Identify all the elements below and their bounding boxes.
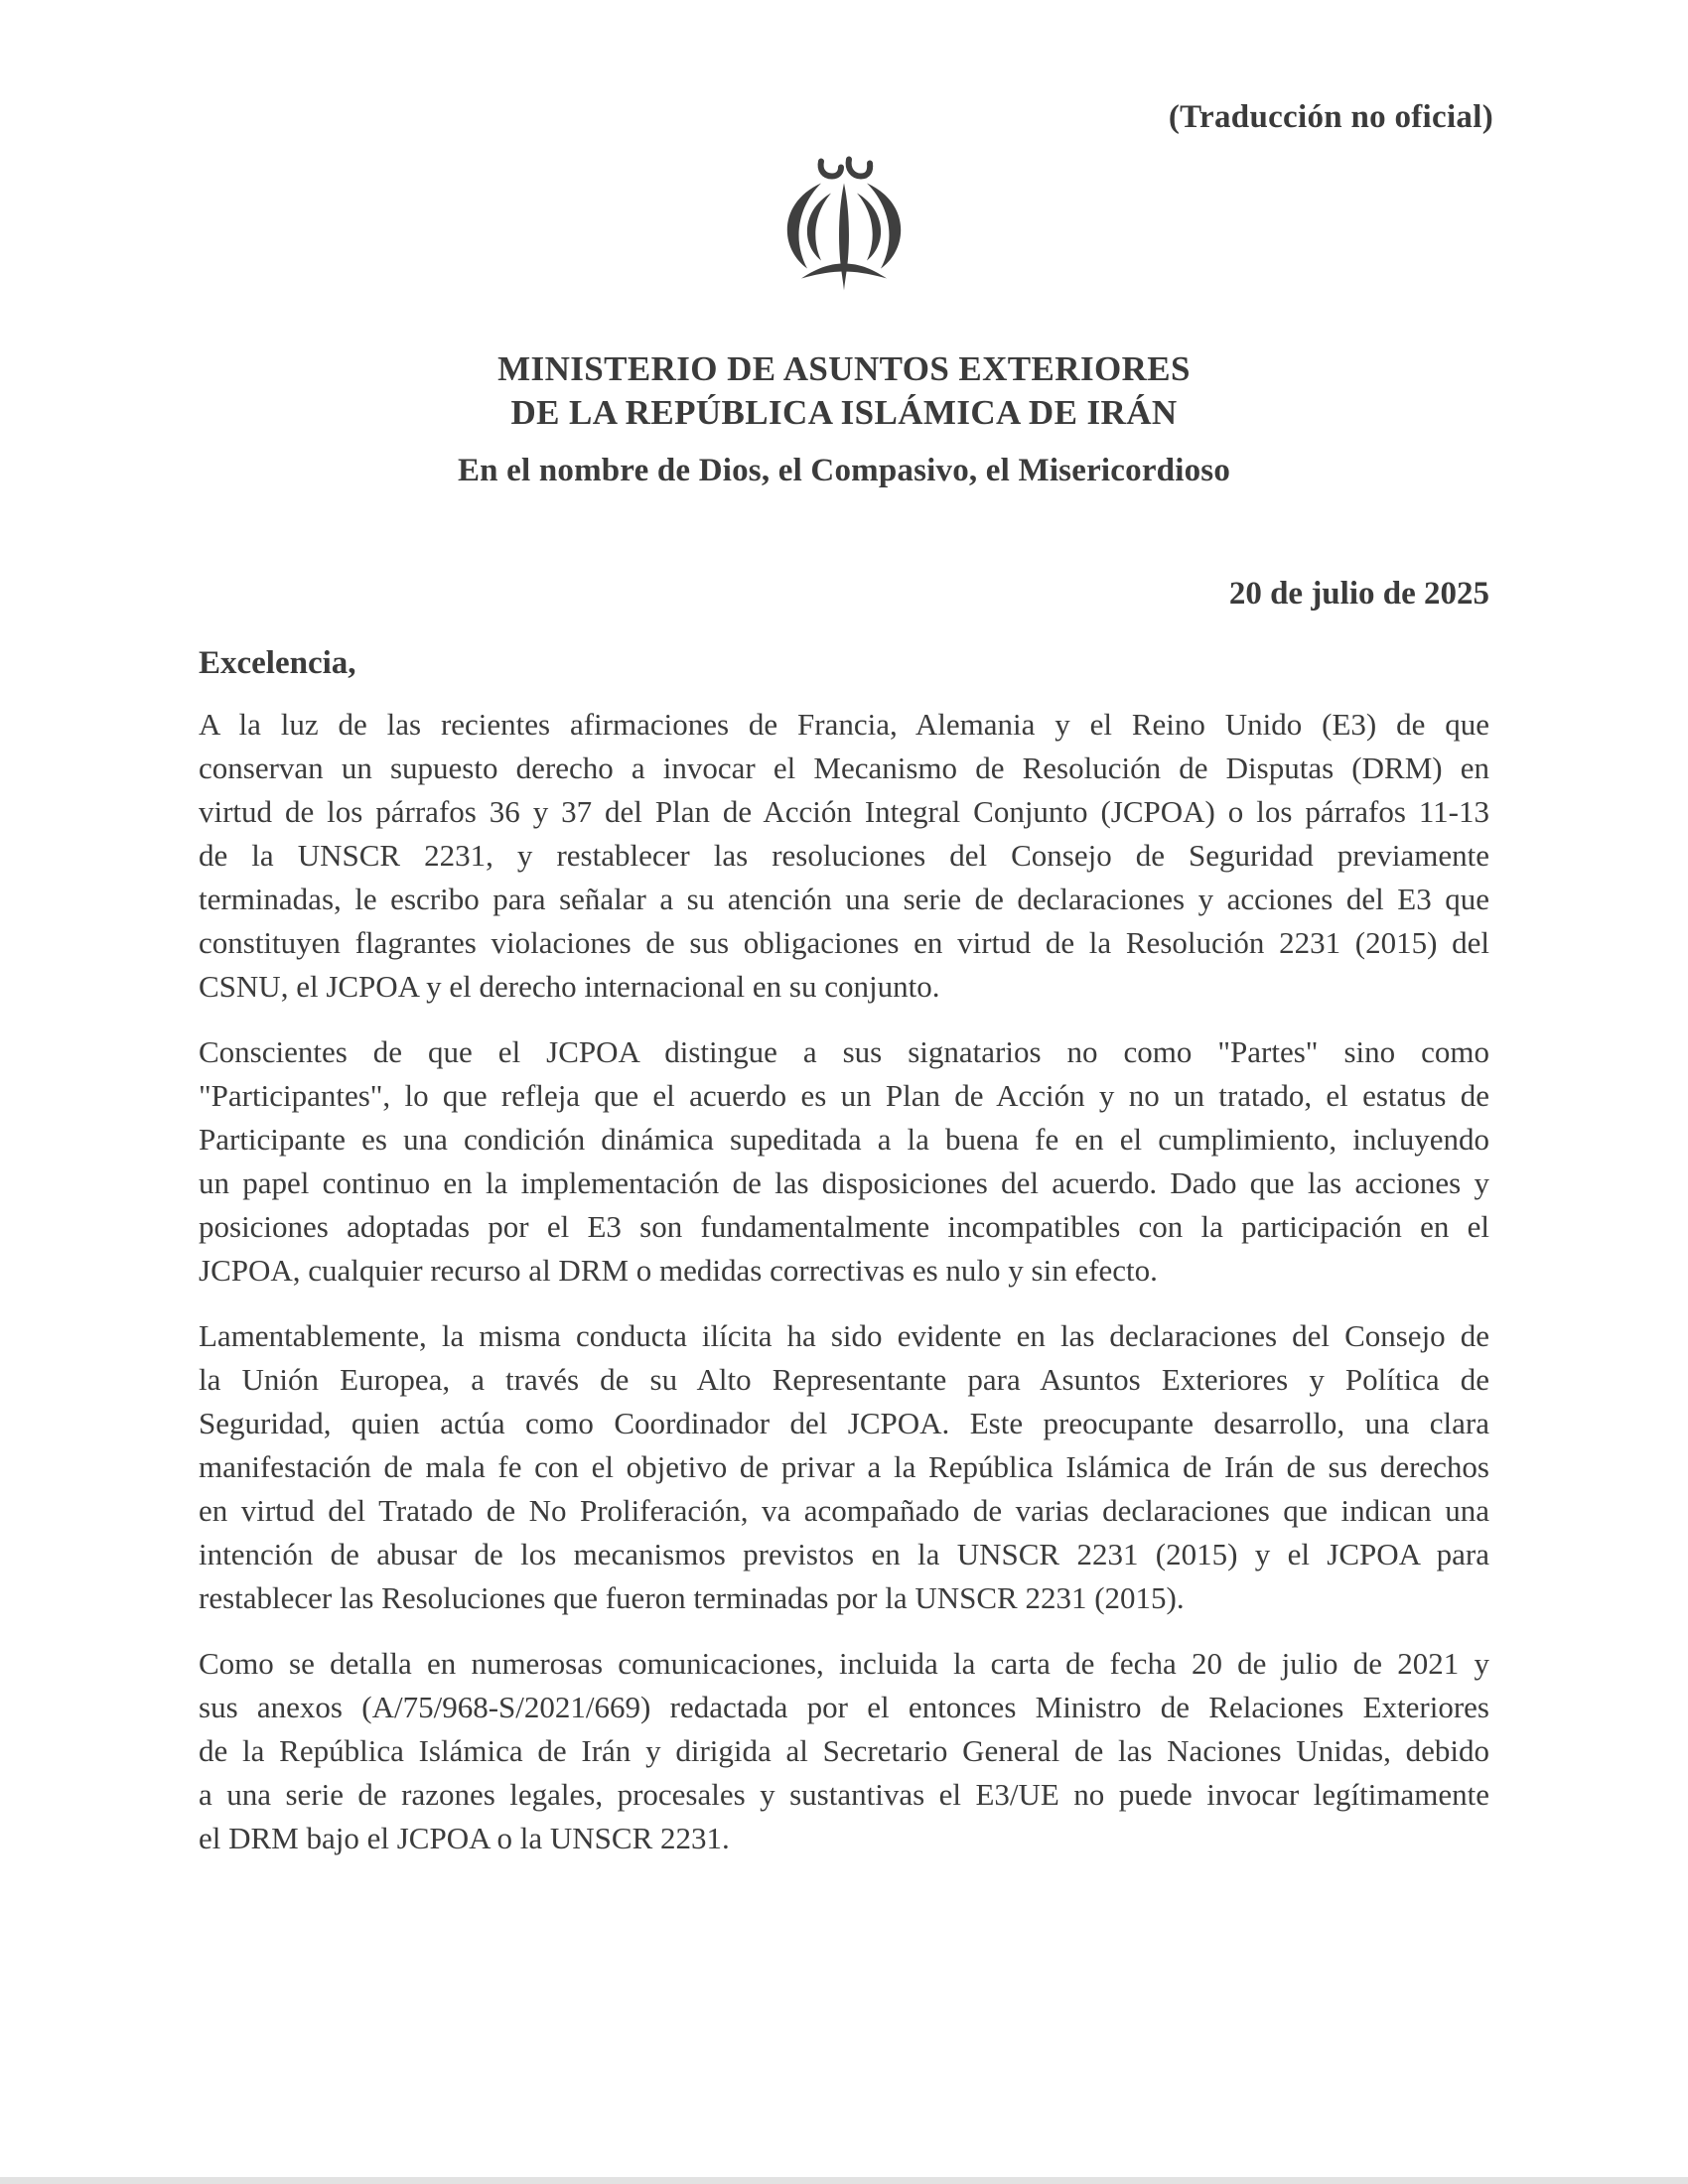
paragraph-line: de la UNSCR 2231, y restablecer las resoluciones del Consejo de Seguridad previamente	[199, 838, 1489, 873]
salutation: Excelencia,	[199, 645, 356, 681]
paragraph	[199, 1642, 1489, 1860]
paragraph-line: constituyen flagrantes violaciones de sus obligaciones en virtud de la Resolución 2231 (2015) del	[199, 925, 1489, 960]
paragraph-line: intención de abusar de los mecanismos previstos en la UNSCR 2231 (2015) y el JCPOA para	[199, 1537, 1489, 1571]
paragraph-line: CSNU, el JCPOA y el derecho internacional en su conjunto.	[199, 969, 940, 1004]
paragraph-line: posiciones adoptadas por el E3 son fundamentalmente incompatibles con la participación en el	[199, 1209, 1489, 1244]
paragraph-line: en virtud del Tratado de No Proliferación, va acompañado de varias declaraciones que indican una	[199, 1493, 1489, 1528]
paragraph-line: a una serie de razones legales, procesales y sustantivas el E3/UE no puede invocar legítimamente	[199, 1777, 1489, 1812]
unofficial-translation-note: (Traducción no oficial)	[1168, 99, 1493, 135]
paragraph	[199, 1314, 1489, 1620]
paragraph-line: "Participantes", lo que refleja que el acuerdo es un Plan de Acción y no un tratado, el estatus de	[199, 1078, 1489, 1113]
iran-state-emblem-icon	[760, 151, 928, 344]
paragraph-line: Seguridad, quien actúa como Coordinador del JCPOA. Este preocupante desarrollo, una clara	[199, 1406, 1489, 1440]
paragraph-line: Lamentablemente, la misma conducta ilícita ha sido evidente en las declaraciones del Consejo de	[199, 1318, 1489, 1353]
paragraph-line: JCPOA, cualquier recurso al DRM o medidas correctivas es nulo y sin efecto.	[199, 1253, 1158, 1288]
letter-date: 20 de julio de 2025	[1228, 576, 1489, 612]
paragraph-line: restablecer las Resoluciones que fueron terminadas por la UNSCR 2231 (2015).	[199, 1580, 1185, 1615]
ministry-title-line1: MINISTERIO DE ASUNTOS EXTERIORES	[497, 349, 1191, 388]
letter-body	[199, 703, 1489, 1882]
paragraph-line: sus anexos (A/75/968-S/2021/669) redactada por el entonces Ministro de Relaciones Exteriores	[199, 1690, 1489, 1724]
paragraph-line: A la luz de las recientes afirmaciones de Francia, Alemania y el Reino Unido (E3) de que	[199, 707, 1489, 742]
scan-bottom-edge	[0, 2177, 1688, 2184]
ministry-title	[0, 347, 1688, 435]
paragraph-line: conservan un supuesto derecho a invocar el Mecanismo de Resolución de Disputas (DRM) en	[199, 751, 1489, 785]
paragraph	[199, 703, 1489, 1009]
paragraph-line: virtud de los párrafos 36 y 37 del Plan de Acción Integral Conjunto (JCPOA) o los párrafos 11-13	[199, 794, 1489, 829]
paragraph-line: Conscientes de que el JCPOA distingue a sus signatarios no como "Partes" sino como	[199, 1034, 1489, 1069]
paragraph-line: la Unión Europea, a través de su Alto Representante para Asuntos Exteriores y Política de	[199, 1362, 1489, 1397]
paragraph-line: de la República Islámica de Irán y dirigida al Secretario General de las Naciones Unidas, debido	[199, 1733, 1489, 1768]
paragraph-line: terminadas, le escribo para señalar a su atención una serie de declaraciones y acciones del E3 que	[199, 882, 1489, 916]
paragraph-line: Participante es una condición dinámica supeditada a la buena fe en el cumplimiento, incluyendo	[199, 1122, 1489, 1157]
ministry-title-line2: DE LA REPÚBLICA ISLÁMICA DE IRÁN	[510, 393, 1178, 432]
paragraph-line: un papel continuo en la implementación de las disposiciones del acuerdo. Dado que las acciones y	[199, 1165, 1489, 1200]
paragraph-line: el DRM bajo el JCPOA o la UNSCR 2231.	[199, 1821, 730, 1855]
paragraph-line: Como se detalla en numerosas comunicaciones, incluida la carta de fecha 20 de julio de 2021 y	[199, 1646, 1489, 1681]
invocation-line: En el nombre de Dios, el Compasivo, el Misericordioso	[457, 453, 1231, 488]
paragraph-line: manifestación de mala fe con el objetivo de privar a la República Islámica de Irán de sus derechos	[199, 1449, 1489, 1484]
paragraph	[199, 1030, 1489, 1293]
